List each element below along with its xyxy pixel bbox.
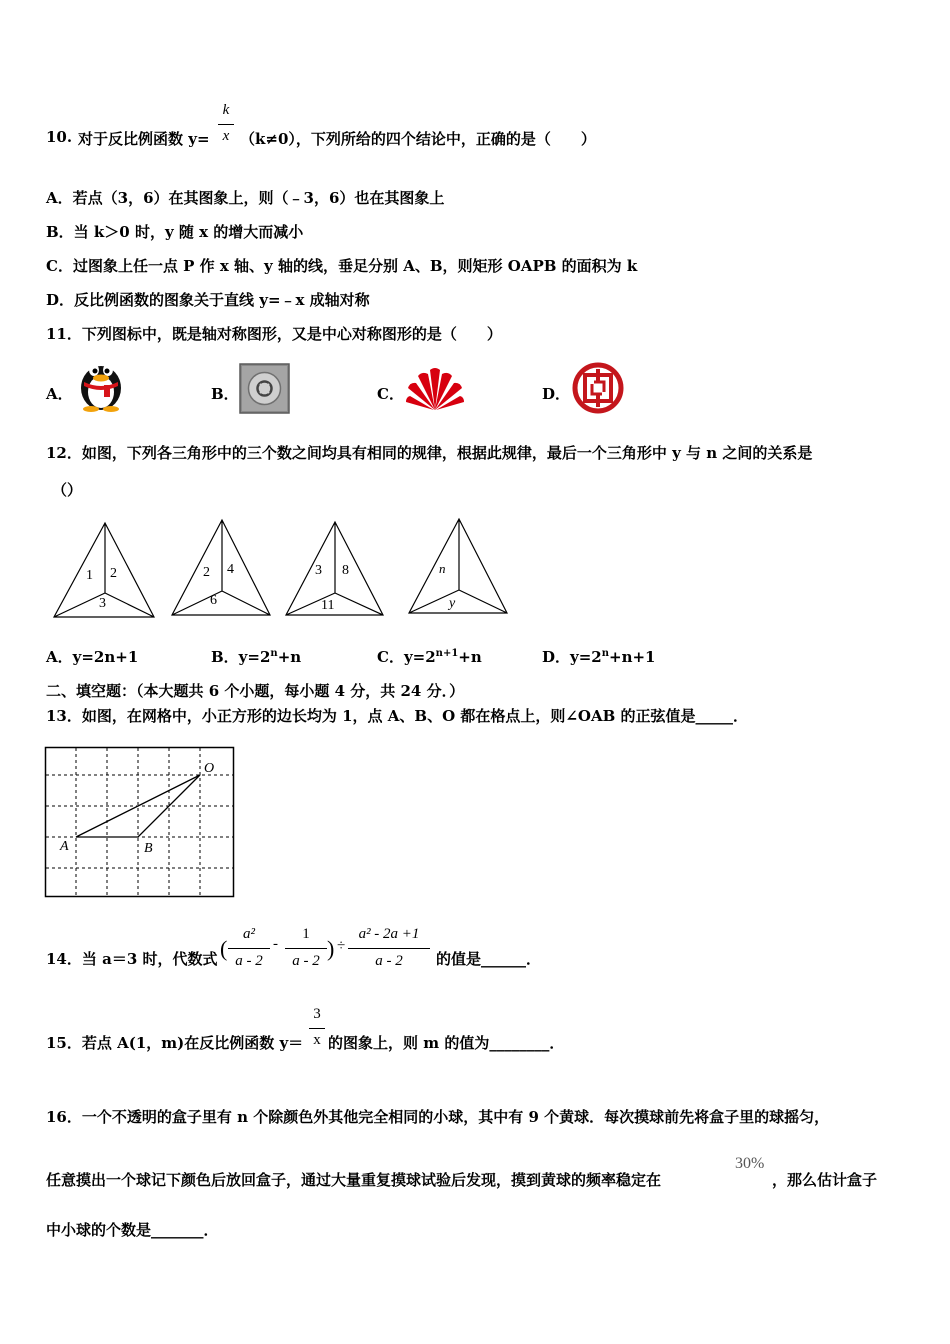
q10-number: 10. — [46, 128, 73, 146]
q14-frac2-den: a - 2 — [292, 953, 320, 969]
q10-option-a: A．若点（3，6）在其图象上，则（﹣3，6）也在其图象上 — [46, 189, 445, 207]
q10-fraction-denominator: x — [222, 128, 230, 144]
q15-prefix: 15．若点 A(1，m)在反比例函数 y＝ — [46, 1034, 304, 1052]
q13-text: 13．如图，在网格中，小正方形的边长均为 1，点 A、B、O 都在格点上，则∠OAB 的正弦值是_____． — [46, 707, 749, 725]
triangle-4 — [409, 519, 507, 613]
q10-fraction-numerator: k — [222, 102, 230, 118]
huawei-logo-icon — [406, 366, 464, 412]
q10-option-b: B．当 k＞0 时，y 随 x 的增大而减小 — [46, 223, 304, 241]
triangle-2-left: 2 — [203, 565, 210, 580]
q16-line1: 16．一个不透明的盒子里有 n 个除颜色外其他完全相同的小球，其中有 9 个黄球．每次摸球前先将盒子里的球摇匀， — [46, 1108, 830, 1126]
q16-line3: 中小球的个数是_______． — [46, 1221, 219, 1239]
q12-text-line2: （） — [52, 481, 83, 499]
q16-line2-b: ，那么估计盒子 — [772, 1171, 878, 1189]
q11-text: 11．下列图标中，既是轴对称图形，又是中心对称图形的是（ ） — [46, 325, 502, 343]
q10-prefix: 对于反比例函数 y= — [78, 130, 210, 148]
circular-button-icon — [239, 363, 290, 414]
triangle-4-left: n — [439, 561, 446, 576]
q15-suffix: 的图象上，则 m 的值为________． — [328, 1034, 565, 1052]
q16-line2-a: 任意摸出一个球记下颜色后放回盒子，通过大量重复摸球试验后发现，摸到黄球的频率稳定在 — [46, 1171, 662, 1189]
q12-triangles-figure — [50, 515, 520, 625]
q11-option-a-label: A． — [46, 385, 73, 403]
q14-prefix: 14．当 a＝3 时，代数式 — [46, 950, 218, 968]
q14-close-paren: ) — [327, 936, 335, 961]
q15-fraction-denominator: x — [313, 1032, 321, 1048]
q12-option-c: C．$y=2^{n+1}+n$ — [377, 648, 482, 666]
q14-frac3-num: a² - 2a +1 — [358, 926, 420, 942]
q14-suffix: 的值是______． — [436, 950, 542, 968]
q14-frac1-den: a - 2 — [235, 953, 263, 969]
triangle-2 — [172, 520, 270, 615]
q12-option-d: D．$y=2^n+n+1$ — [542, 648, 656, 666]
q15-fraction-numerator: 3 — [313, 1006, 321, 1022]
q10-option-d: D．反比例函数的图象关于直线 y=﹣x 成轴对称 — [46, 291, 370, 309]
triangle-1-bottom: 3 — [99, 596, 106, 611]
q14-frac3-line — [348, 948, 430, 949]
q14-frac2-line — [285, 948, 327, 949]
section-heading: 二、填空题：（本大题共 6 个小题，每小题 4 分，共 24 分．） — [46, 682, 465, 700]
q15-fraction-line — [309, 1028, 325, 1029]
point-o-label: O — [204, 761, 215, 776]
triangle-3-bottom: 11 — [321, 598, 335, 613]
point-b-label: B — [144, 841, 153, 856]
q14-divide: ÷ — [337, 938, 346, 954]
triangle-3 — [286, 522, 383, 615]
triangle-3-left: 3 — [315, 563, 322, 578]
q11-option-d-label: D． — [542, 385, 571, 403]
q10-suffix: （k≠0），下列所给的四个结论中，正确的是（ ） — [240, 130, 596, 148]
q14-frac3-den: a - 2 — [375, 953, 403, 969]
triangle-2-right: 4 — [227, 562, 234, 577]
q14-open-paren: ( — [220, 936, 228, 961]
q14-minus: - — [273, 936, 278, 952]
q14-frac1-line — [228, 948, 270, 949]
q13-grid-figure — [44, 746, 236, 899]
q14-frac1-num: a² — [243, 926, 255, 942]
q10-option-c: C．过图象上任一点 P 作 x 轴、y 轴的线，垂足分别 A、B，则矩形 OAPB 的面积为 k — [46, 257, 638, 275]
q11-option-b-label: B． — [211, 385, 239, 403]
q11-option-c-label: C． — [377, 385, 404, 403]
triangle-4-bottom: y — [449, 596, 456, 611]
q12-option-a: A．y=2n+1 — [46, 648, 139, 666]
q12-option-b: B．$y=2^n+n$ — [211, 648, 302, 666]
q14-frac2-num: 1 — [302, 926, 310, 942]
triangle-3-right: 8 — [342, 563, 349, 578]
point-a-label: A — [60, 839, 69, 854]
q10-fraction-line — [218, 124, 234, 125]
icbc-logo-icon — [571, 361, 625, 415]
triangle-2-bottom: 6 — [210, 593, 217, 608]
triangle-1-right: 2 — [110, 566, 117, 581]
q12-text-line1: 12．如图，下列各三角形中的三个数之间均具有相同的规律，根据此规律，最后一个三角形中 y 与 n 之间的关系是 — [46, 444, 813, 462]
qq-penguin-icon — [74, 354, 128, 412]
q16-percent: 30% — [735, 1155, 765, 1172]
triangle-1-left: 1 — [86, 568, 93, 583]
